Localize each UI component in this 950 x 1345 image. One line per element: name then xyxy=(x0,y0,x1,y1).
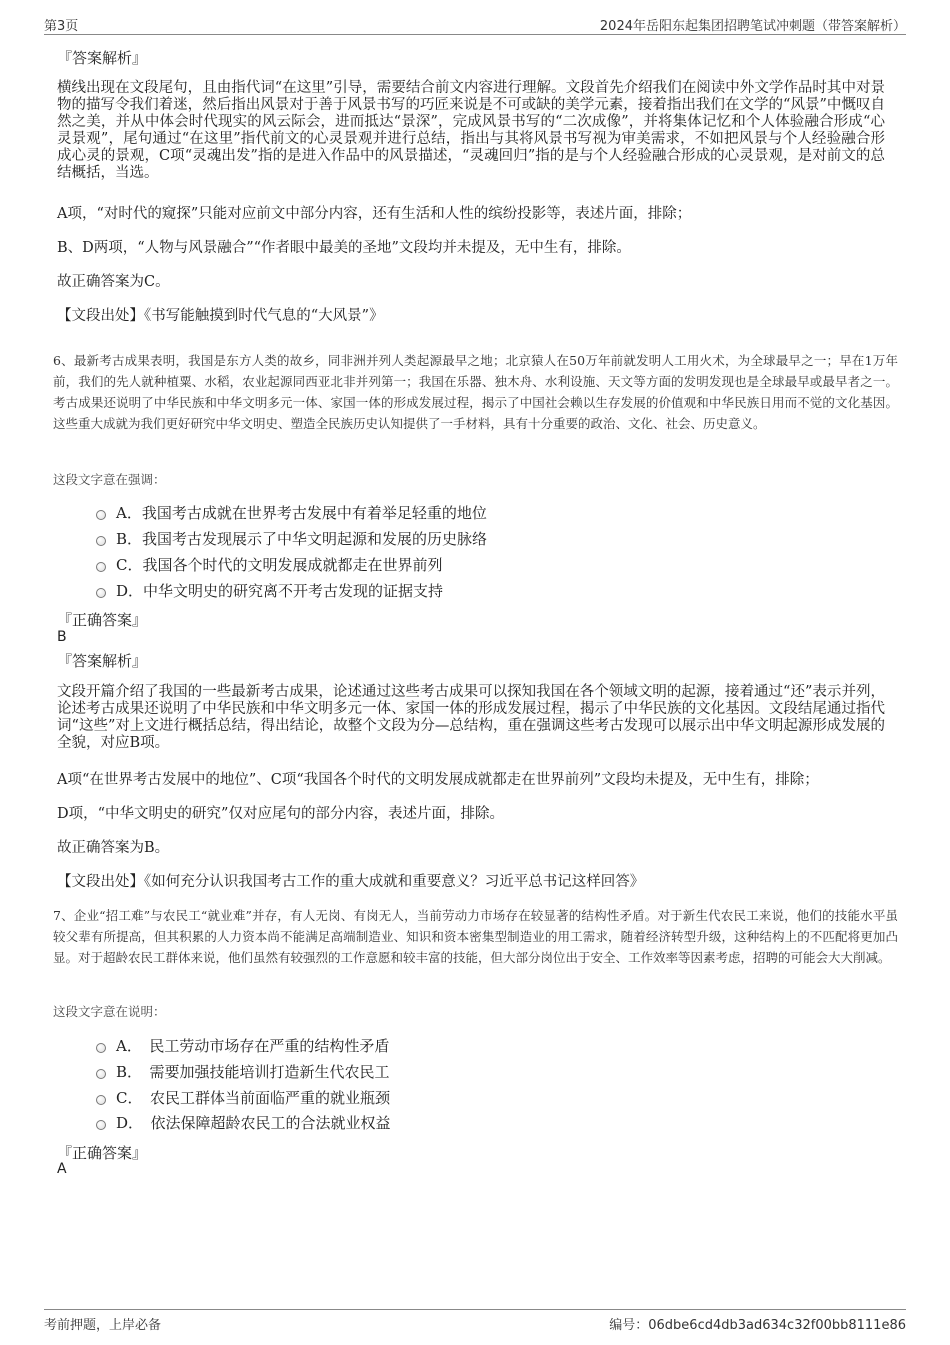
q7-option-a[interactable]: A． 民工劳动市场存在严重的结构性矛盾 xyxy=(96,1036,389,1056)
q7-answer: A xyxy=(57,1161,67,1177)
q6-question-text: 6、最新考古成果表明，我国是东方人类的故乡，同非洲并列人类起源最早之地；北京猿人在50万年前就发明人工用火术，为全球最早之一；早在1万年前，我们的先人就种植粟、水稻，农业起源同西亚北非并列第一；我国在乐器、独木舟、水利设施、天文等方面的发明发现也是全球最早或最早者之一。考古成果还说明了中华民族和中华文明多元一体、家国一体的形成发展过程，揭示了中国社会赖以生存发展的价值观和中华民族日用而不觉的文化基因。这些重大成就为我们更好研究中华文明史、塑造全民族历史认知提供了一手材料，具有十分重要的政治、文化、社会、历史意义。 xyxy=(53,353,898,431)
footer-slogan: 考前押题，上岸必备 xyxy=(44,1318,162,1333)
q5-source: 【文段出处】《书写能触摸到时代气息的“大风景”》 xyxy=(57,308,384,324)
radio-icon[interactable] xyxy=(96,588,106,598)
page-number: 第3页 xyxy=(44,19,79,34)
q6-analysis-label: 『答案解析』 xyxy=(57,652,148,670)
q6-option-d[interactable]: D．中华文明史的研究离不开考古发现的证据支持 xyxy=(96,581,443,601)
document-code: 编号：06dbe6cd4db3ad634c32f00bb8111e86 xyxy=(609,1318,906,1333)
radio-icon[interactable] xyxy=(96,1095,106,1105)
radio-icon[interactable] xyxy=(96,1120,106,1130)
q6-answer: B xyxy=(57,629,67,645)
q6-answer-label: 『正确答案』 xyxy=(57,611,148,629)
q6-option-a[interactable]: A．我国考古成就在世界考古发展中有着举足轻重的地位 xyxy=(96,503,487,523)
q5-line-a: A项，“对时代的窥探”只能对应前文中部分内容，还有生活和人性的缤纷投影等，表述片面，排除； xyxy=(57,206,692,222)
q7-option-d[interactable]: D． 依法保障超龄农民工的合法就业权益 xyxy=(96,1113,391,1133)
q5-analysis-text: 横线出现在文段尾句，且由指代词“在这里”引导，需要结合前文内容进行理解。文段首先介绍我们在阅读中外文学作品时其中对景物的描写令我们着迷，然后指出风景对于善于风景书写的巧匠来说是不可或缺的美学元素，接着指出我们在文学的“风景”中慨叹自然之美，并从中体会时代现实的风云际会，进而抵达“景深”，完成风景书写的“二次成像”，并将集体记忆和个人体验融合形成“心灵景观”，尾句通过“在这里”指代前文的心灵景观并进行总结，指出与其将风景书写视为审美需求，不如把风景与个人经验融合形成心灵的景观，C项“灵魂出发”指的是进入作品中的风景描述，“灵魂回归”指的是与个人经验融合形成的心灵景观，是对前文的总结概括，当选。 xyxy=(57,80,885,181)
q6-prompt: 这段文字意在强调： xyxy=(53,472,166,487)
q6-option-c[interactable]: C．我国各个时代的文明发展成就都走在世界前列 xyxy=(96,555,442,575)
q6-option-b[interactable]: B．我国考古发现展示了中华文明起源和发展的历史脉络 xyxy=(96,529,487,549)
document-title: 2024年岳阳东起集团招聘笔试冲刺题（带答案解析） xyxy=(599,19,906,34)
radio-icon[interactable] xyxy=(96,1069,106,1079)
radio-icon[interactable] xyxy=(96,1043,106,1053)
radio-icon[interactable] xyxy=(96,510,106,520)
q7-prompt: 这段文字意在说明： xyxy=(53,1004,166,1019)
q7-option-b[interactable]: B． 需要加强技能培训打造新生代农民工 xyxy=(96,1062,390,1082)
radio-icon[interactable] xyxy=(96,562,106,572)
page-header xyxy=(44,14,906,35)
q6-analysis-text: 文段开篇介绍了我国的一些最新考古成果，论述通过这些考古成果可以探知我国在各个领域文明的起源，接着通过“还”表示并列，论述考古成果还说明了中华民族和中华文明多元一体、家国一体的形成发展过程，揭示了中华民族的文化基因。文段结尾通过指代词“这些”对上文进行概括总结，得出结论，故整个文段为分—总结构，重在强调这些考古发现可以展示出中华文明起源形成发展的全貌，对应B项。 xyxy=(57,684,885,751)
radio-icon[interactable] xyxy=(96,536,106,546)
q7-answer-label: 『正确答案』 xyxy=(57,1144,148,1162)
q6-source: 【文段出处】《如何充分认识我国考古工作的重大成就和重要意义？习近平总书记这样回答》 xyxy=(57,874,645,890)
q7-question-text: 7、企业“招工难”与农民工“就业难”并存，有人无岗、有岗无人，当前劳动力市场存在较显著的结构性矛盾。对于新生代农民工来说，他们的技能水平虽较父辈有所提高，但其积累的人力资本尚不能满足高端制造业、知识和资本密集型制造业的用工需求，随着经济转型升级，这种结构上的不匹配将更加凸显。对于超龄农民工群体来说，他们虽然有较强烈的工作意愿和较丰富的技能，但大部分岗位出于安全、工作效率等因素考虑，招聘的可能会大大削减。 xyxy=(53,908,898,965)
q5-line-bd: B、D两项，“人物与风景融合”“作者眼中最美的圣地”文段均并未提及，无中生有，排除。 xyxy=(57,240,631,256)
q7-option-c[interactable]: C． 农民工群体当前面临严重的就业瓶颈 xyxy=(96,1088,390,1108)
q6-line-ac: A项“在世界考古发展中的地位”、C项“我国各个时代的文明发展成就都走在世界前列”文段均未提及，无中生有，排除； xyxy=(57,772,819,788)
page-footer xyxy=(44,1309,906,1333)
q5-final-answer: 故正确答案为C。 xyxy=(57,274,170,290)
q6-line-d: D项，“中华文明史的研究”仅对应尾句的部分内容，表述片面，排除。 xyxy=(57,806,504,822)
q6-final-answer: 故正确答案为B。 xyxy=(57,840,170,856)
q5-analysis-label: 『答案解析』 xyxy=(57,49,148,67)
